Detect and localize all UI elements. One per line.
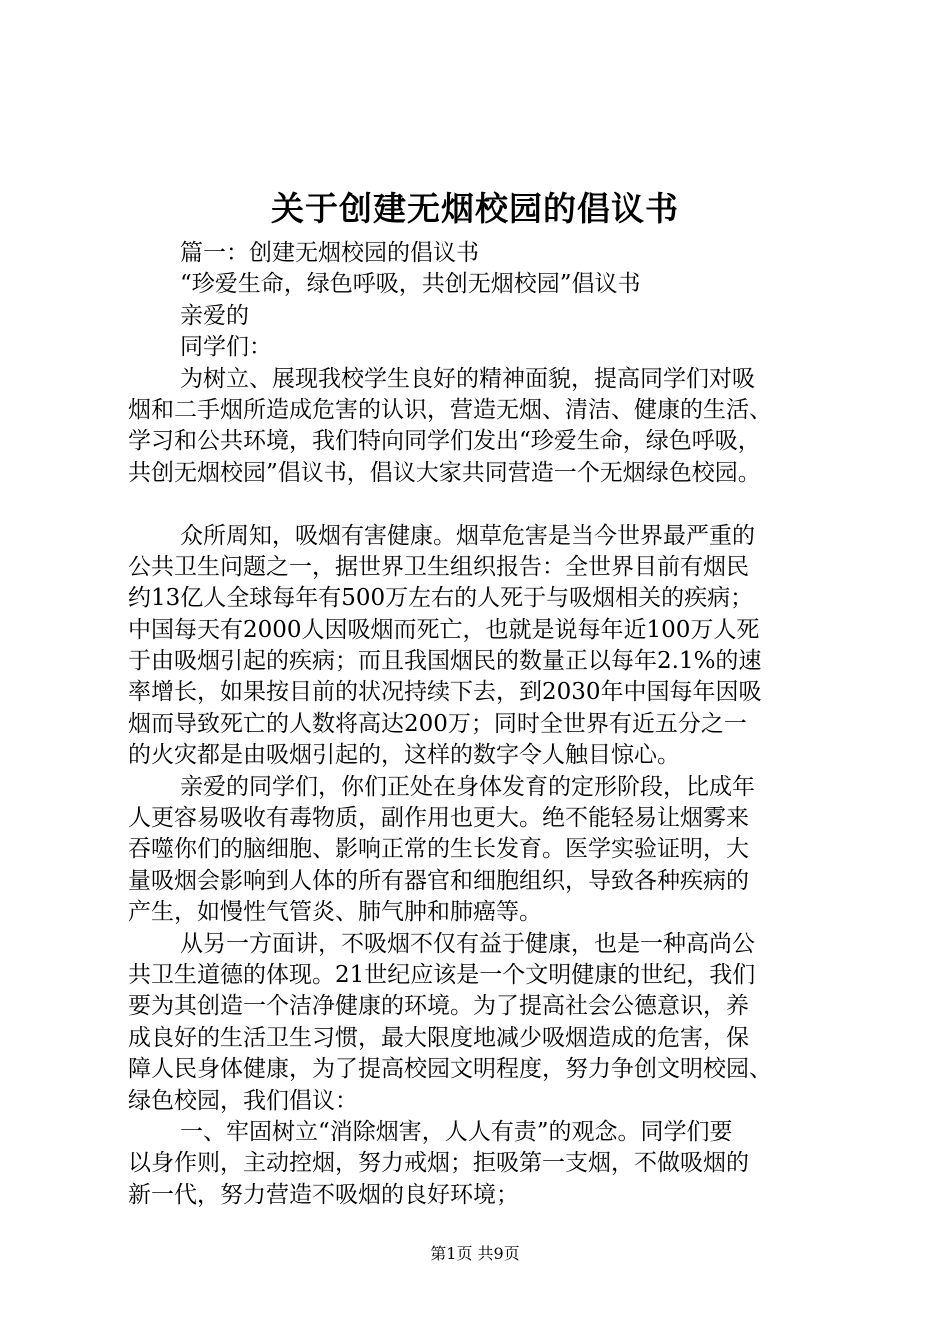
- paragraph-line: 亲爱的同学们，你们正处在身体发育的定形阶段，比成年: [180, 773, 755, 800]
- paragraph-line: 以身作则，主动控烟，努力戒烟；拒吸第一支烟，不做吸烟的: [128, 1150, 749, 1177]
- paragraph-line: 约13亿人全球每年有500万左右的人死于与吸烟相关的疾病；: [128, 585, 754, 612]
- paragraph-line: 于由吸烟引起的疾病；而且我国烟民的数量正以每年2.1%的速: [128, 648, 762, 675]
- document-title: 关于创建无烟校园的倡议书: [271, 189, 679, 228]
- page-number: 第1页 共9页: [430, 1244, 520, 1263]
- paragraph-line: 众所周知，吸烟有害健康。烟草危害是当今世界最严重的: [180, 522, 755, 549]
- paragraph-line: 一、牢固树立“消除烟害，人人有责”的观念。同学们要: [180, 1118, 733, 1145]
- paragraph-line: 的火灾都是由吸烟引起的，这样的数字令人触目惊心。: [128, 742, 680, 769]
- paragraph-line: 为树立、展现我校学生良好的精神面貌，提高同学们对吸: [180, 365, 755, 392]
- blank-line: [128, 489, 852, 520]
- paragraph-line: 共创无烟校园”倡议书，倡议大家共同营造一个无烟绿色校园。: [128, 459, 761, 486]
- paragraph-line: 公共卫生问题之一，据世界卫生组织报告：全世界目前有烟民: [128, 553, 749, 580]
- paragraph-line: 成良好的生活卫生习惯，最大限度地减少吸烟造成的危害，保: [128, 1024, 749, 1051]
- paragraph-line: 中国每天有2000人因吸烟而死亡，也就是说每年近100万人死: [128, 616, 760, 643]
- salutation-line: 同学们：: [180, 334, 272, 361]
- proposal-title: “珍爱生命，绿色呼吸，共创无烟校园”倡议书: [180, 271, 641, 298]
- paragraph-line: 新一代，努力营造不吸烟的良好环境；: [128, 1181, 519, 1208]
- section-heading: 篇一：创建无烟校园的倡议书: [180, 240, 479, 266]
- paragraph-line: 量吸烟会影响到人体的所有器官和细胞组织，导致各种疾病的: [128, 867, 749, 894]
- paragraph-line: 产生，如慢性气管炎、肺气肿和肺癌等。: [128, 899, 542, 926]
- paragraph-line: 烟和二手烟所造成危害的认识，营造无烟、清洁、健康的生活、: [128, 396, 772, 423]
- paragraph-line: 从另一方面讲，不吸烟不仅有益于健康，也是一种高尚公: [180, 930, 755, 957]
- paragraph-line: 学习和公共环境，我们特向同学们发出“珍爱生命，绿色呼吸，: [128, 428, 761, 455]
- paragraph-line: 障人民身体健康，为了提高校园文明程度，努力争创文明校园、: [128, 1056, 772, 1083]
- document-body: [128, 238, 852, 1211]
- salutation-line: 亲爱的: [180, 302, 249, 329]
- paragraph-line: 共卫生道德的体现。21世纪应该是一个文明健康的世纪，我们: [128, 961, 756, 988]
- paragraph-line: 吞噬你们的脑细胞、影响正常的生长发育。医学实验证明，大: [128, 836, 749, 863]
- paragraph-line: 人更容易吸收有毒物质，副作用也更大。绝不能轻易让烟雾来: [128, 805, 749, 832]
- paragraph-line: 烟而导致死亡的人数将高达200万；同时全世界有近五分之一: [128, 710, 747, 737]
- paragraph-line: 要为其创造一个洁净健康的环境。为了提高社会公德意识，养: [128, 993, 749, 1020]
- paragraph-line: 绿色校园，我们倡议：: [128, 1087, 358, 1114]
- paragraph-line: 率增长，如果按目前的状况持续下去，到2030年中国每年因吸: [128, 679, 762, 706]
